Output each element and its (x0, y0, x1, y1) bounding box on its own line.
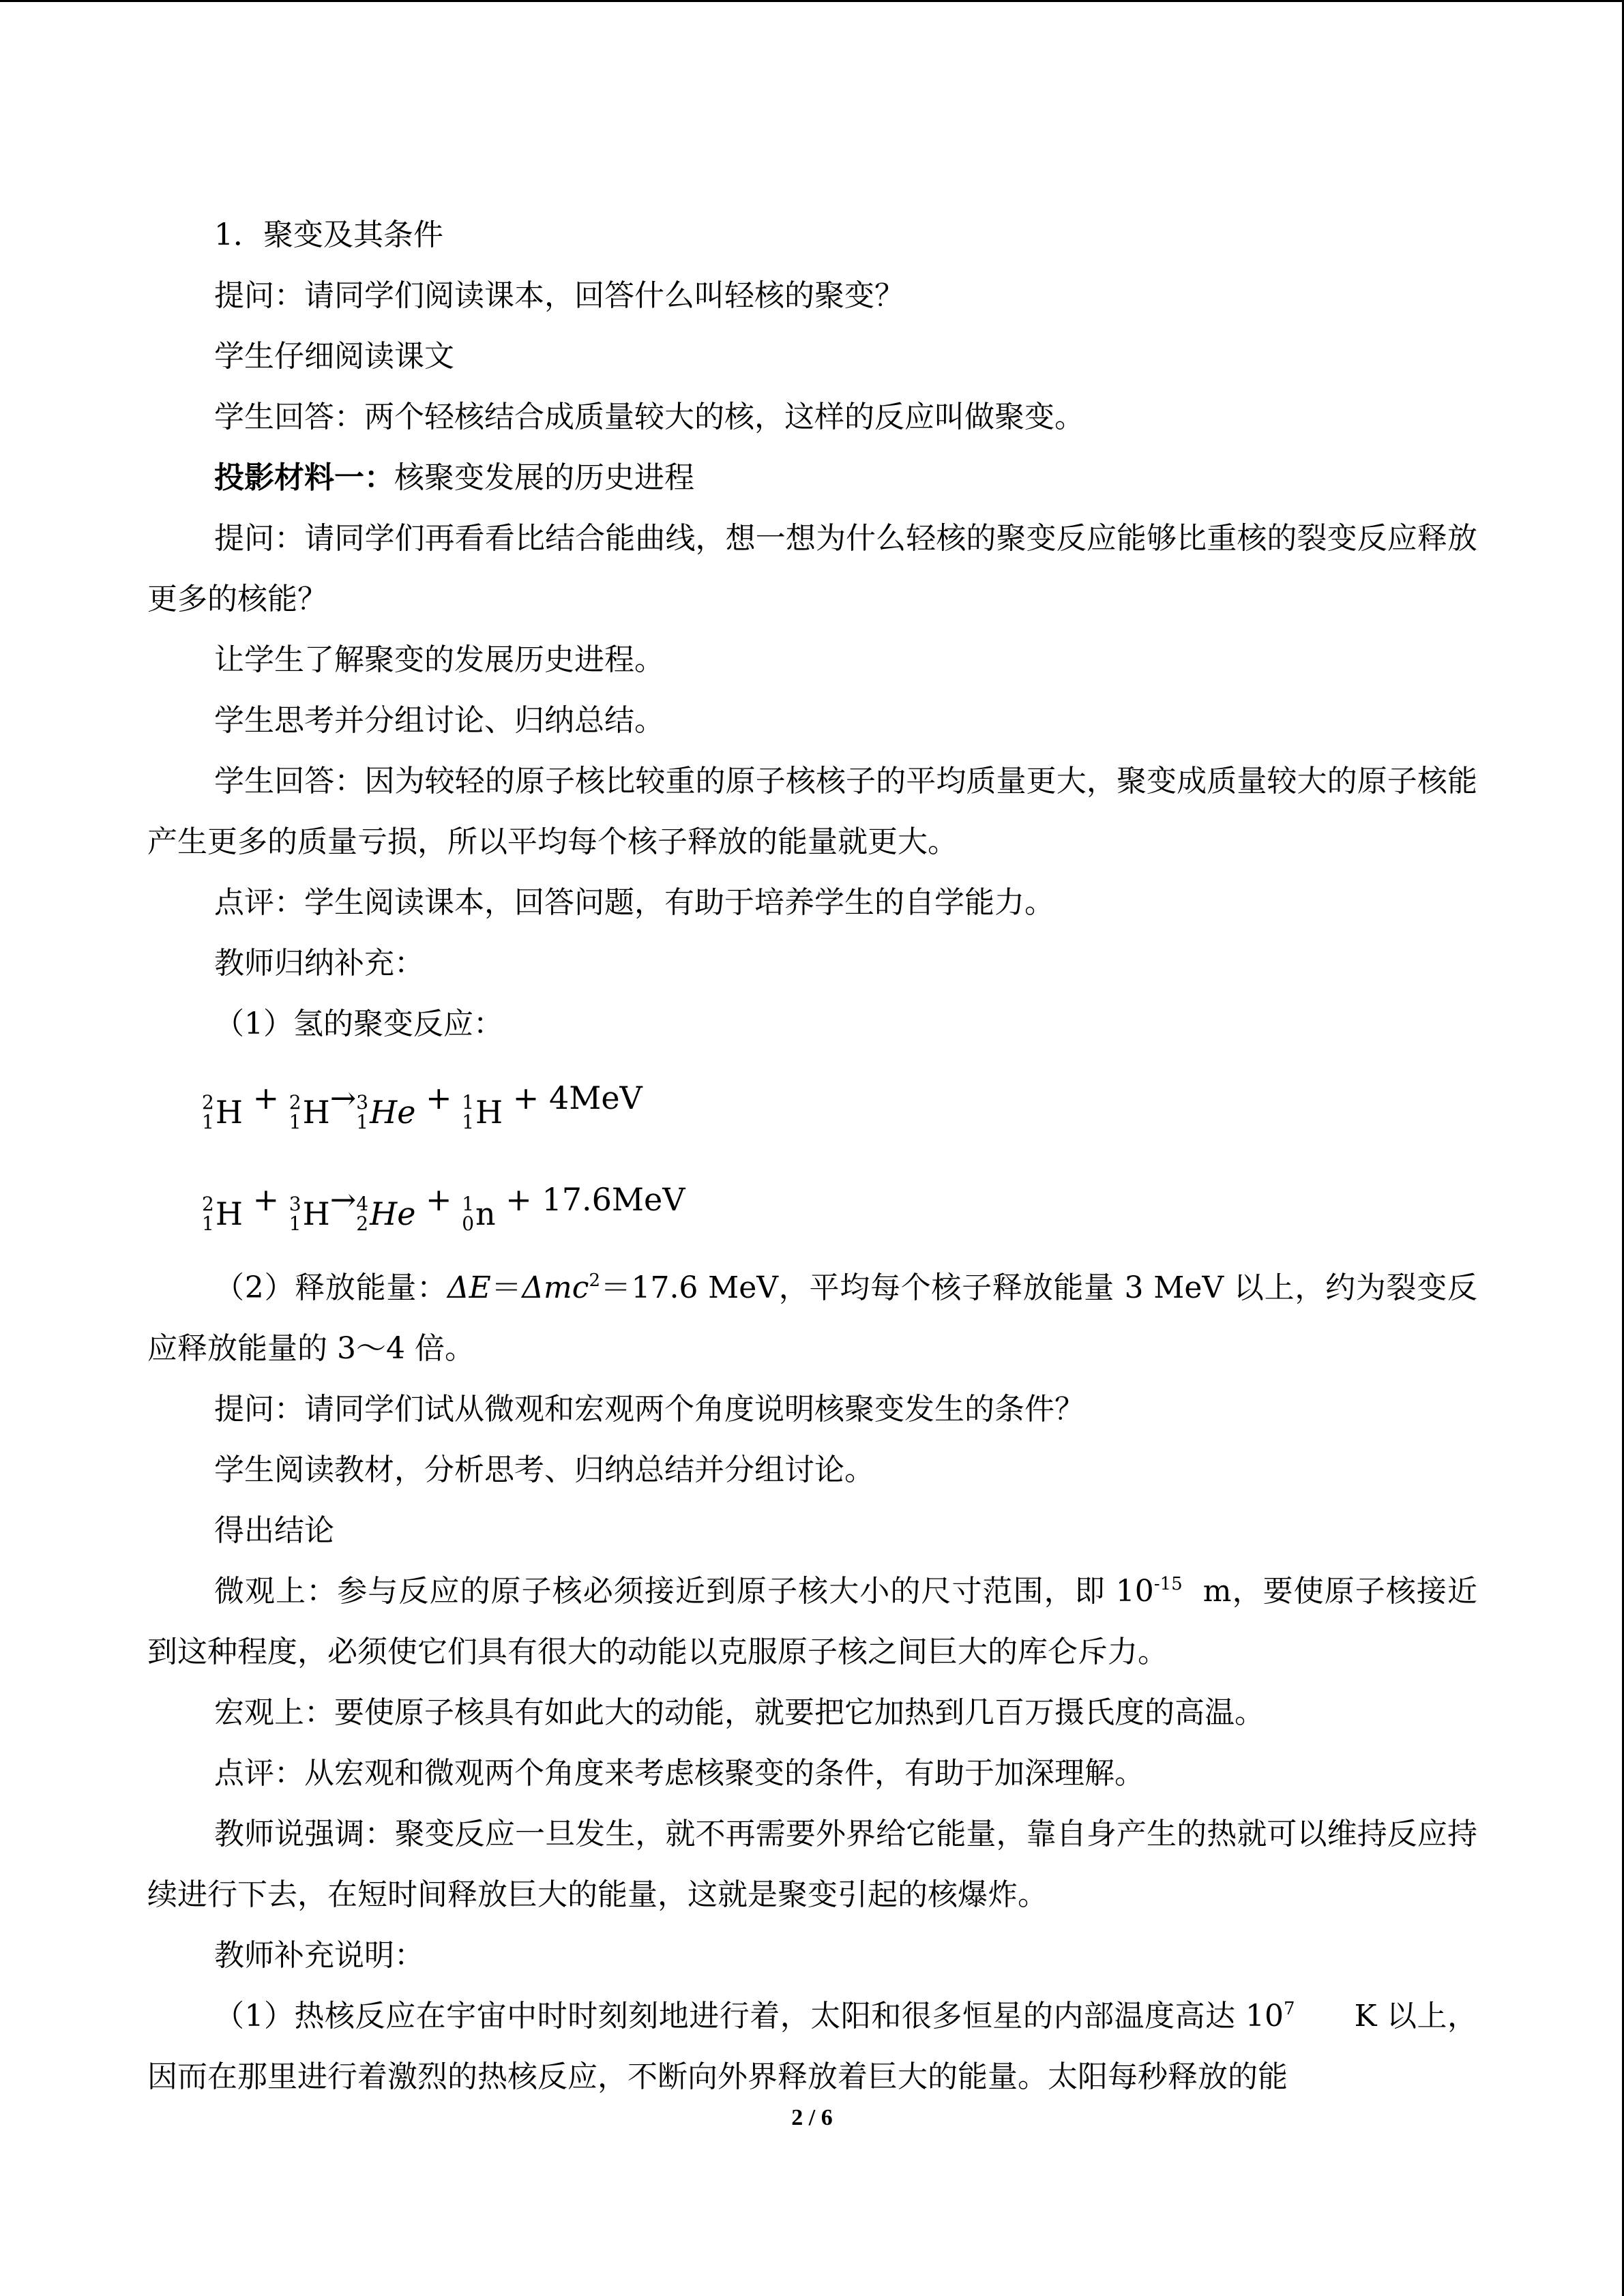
paragraph: 提问：请同学们阅读课本，回答什么叫轻核的聚变？ (214, 278, 904, 313)
operator: + (415, 1079, 462, 1116)
paragraph: 教师说强调：聚变反应一旦发生，就不再需要外界给它能量，靠自身产生的热就可以维持反应持续进行下去，在短时间释放巨大的能量，这就是聚变引起的核爆炸。 (147, 1817, 1477, 1912)
paragraph: 点评：学生阅读课本，回答问题，有助于培养学生的自学能力。 (214, 885, 1054, 920)
nuclide: 3 1 H (289, 1193, 330, 1235)
paragraph: 教师补充说明： (214, 1938, 424, 1973)
page-border-top (0, 0, 1624, 2)
paragraph: （2）释放能量：ΔE＝Δmc$^2$＝17.6 MeV，平均每个核子释放能量 3 MeV 以上，约为裂变反应释放能量的 3～4 倍。 (147, 1270, 1478, 1366)
energy-term: + 4MeV (503, 1079, 643, 1116)
paragraph: 得出结论 (214, 1513, 334, 1548)
paragraph: 学生思考并分组讨论、归纳总结。 (214, 703, 664, 738)
paragraph: 提问：请同学们试从微观和宏观两个角度说明核聚变发生的条件？ (214, 1392, 1084, 1427)
paragraph: （1）热核反应在宇宙中时时刻刻地进行着，太阳和很多恒星的内部温度高达 $10^7$ K 以上，因而在那里进行着激烈的热核反应，不断向外界释放着巨大的能量。太阳每秒释放的能 (147, 1999, 1477, 2094)
nuclide: 1 0 n (462, 1193, 496, 1235)
paragraph: 教师归纳补充： (214, 946, 424, 981)
paragraph: 让学生了解聚变的发展历史进程。 (214, 642, 664, 677)
fusion-equation-1 (147, 1054, 1477, 1156)
paragraph: 点评：从宏观和微观两个角度来考虑核聚变的条件，有助于加深理解。 (214, 1756, 1145, 1791)
operator: + (415, 1181, 462, 1218)
nuclide: 2 1 H (202, 1193, 243, 1235)
energy-term: + 17.6MeV (495, 1181, 685, 1218)
nuclide: 2 1 H (202, 1091, 243, 1133)
nuclide: 2 1 H (289, 1091, 330, 1133)
arrow: → (329, 1079, 357, 1116)
fusion-equation-2 (147, 1156, 1477, 1257)
operator: + (242, 1079, 289, 1116)
paragraph: 学生回答：因为较轻的原子核比较重的原子核核子的平均质量更大，聚变成质量较大的原子核能产生更多的质量亏损，所以平均每个核子释放的能量就更大。 (147, 764, 1477, 859)
page-number: 2 / 6 (791, 2105, 833, 2130)
paragraph: 学生阅读教材，分析思考、归纳总结并分组讨论。 (214, 1452, 874, 1487)
paragraph: 学生仔细阅读课文 (214, 339, 454, 374)
arrow: → (329, 1181, 357, 1218)
paragraph: 学生回答：两个轻核结合成质量较大的核，这样的反应叫做聚变。 (214, 400, 1084, 434)
paragraph: 微观上：参与反应的原子核必须接近到原子核大小的尺寸范围，即 $10^{-15}$ m，要使原子核接近到这种程度，必须使它们具有很大的动能以克服原子核之间巨大的库仑斥力。 (147, 1574, 1477, 1669)
nuclide: 1 1 H (462, 1091, 503, 1133)
paragraph (147, 447, 1477, 508)
nuclide: 4 2 He (356, 1193, 416, 1235)
paragraph: （1）氢的聚变反应： (214, 1007, 503, 1041)
paragraph: 宏观上：要使原子核具有如此大的动能，就要把它加热到几百万摄氏度的高温。 (214, 1695, 1265, 1730)
paragraph-text: 核聚变发展的历史进程 (394, 460, 694, 495)
paragraph: 提问：请同学们再看看比结合能曲线，想一想为什么轻核的聚变反应能够比重核的裂变反应释放更多的核能？ (147, 521, 1477, 616)
nuclide: 3 1 He (356, 1091, 416, 1133)
bold-label: 投影材料一： (214, 460, 394, 495)
operator: + (242, 1181, 289, 1218)
document-body (147, 205, 1477, 2107)
section-heading: 1．聚变及其条件 (214, 218, 443, 252)
